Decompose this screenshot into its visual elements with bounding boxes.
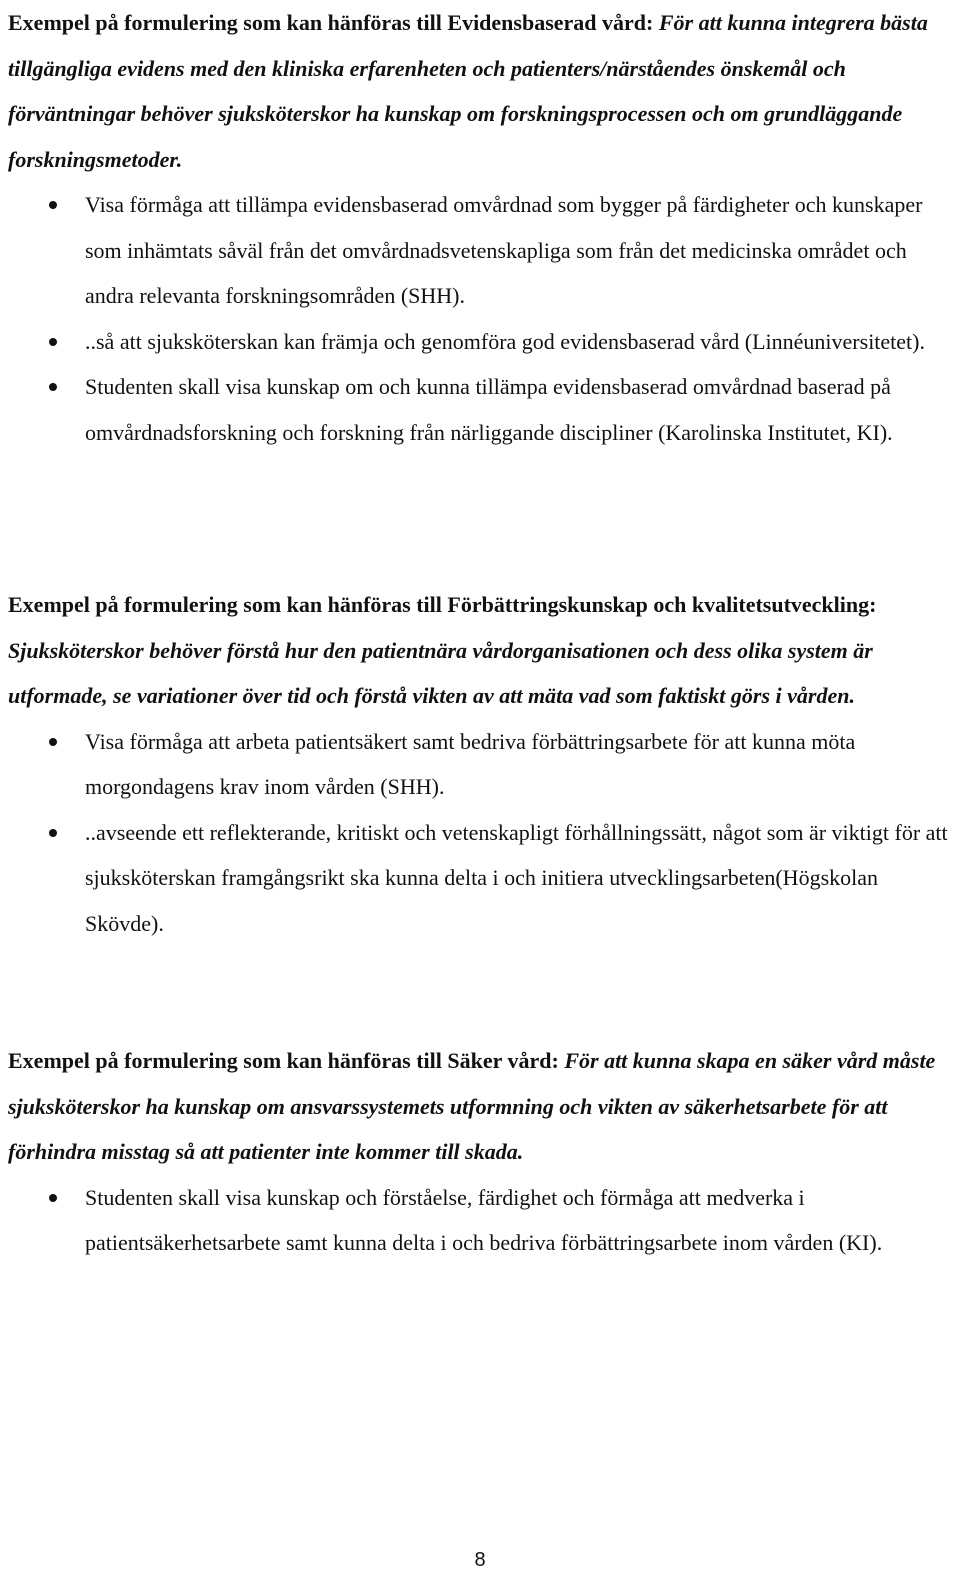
bullet-list [8,1175,952,1266]
list-item [8,364,952,455]
section-heading [8,582,952,719]
heading-emphasis: Sjuksköterskor behöver förstå hur den patientnära vårdorganisationen och dess olika system är utformade, se variationer över tid och förstå vikten av att mäta vad som faktiskt görs i vården. [8,637,873,708]
heading-emphasis: För att kunna integrera bästa tillgängliga evidens med den kliniska erfarenheten och patienters/närståendes önskemål och förväntningar behöver sjuksköterskor ha kunskap om forskningsprocessen och om grundläggande forskningsmetoder. [8,10,928,172]
heading-lead: Exempel på formulering som kan hänföras till Evidensbaserad vård: [8,10,654,35]
section-forbattringskunskap [8,582,952,946]
section-evidensbaserad-vard [8,0,952,455]
list-item-text: Visa förmåga att tillämpa evidensbaserad omvårdnad som bygger på färdigheter och kunskaper som inhämtats såväl från det omvårdnadsvetenskapliga som från det medicinska området och andra relevanta forskningsområden (SHH). [85,192,923,308]
section-heading [8,0,952,182]
section-saker-vard [8,1038,952,1266]
bullet-icon [49,1194,57,1202]
bullet-icon [49,738,57,746]
list-item-text: ..så att sjuksköterskan kan främja och genomföra god evidensbaserad vård (Linnéuniversitetet). [85,328,925,354]
heading-lead: Exempel på formulering som kan hänföras till Förbättringskunskap och kvalitetsutveckling: [8,592,877,617]
list-item [8,1175,952,1266]
bullet-icon [49,338,57,346]
list-item [8,810,952,947]
heading-lead: Exempel på formulering som kan hänföras till Säker vård: [8,1048,559,1073]
list-item-text: Studenten skall visa kunskap om och kunna tillämpa evidensbaserad omvårdnad baserad på omvårdnadsforskning och forskning från närliggande discipliner (Karolinska Institutet, KI). [85,374,893,445]
list-item [8,319,952,365]
list-item [8,719,952,810]
list-item-text: Visa förmåga att arbeta patientsäkert samt bedriva förbättringsarbete för att kunna möta morgondagens krav inom vården (SHH). [85,728,856,799]
list-item-text: Studenten skall visa kunskap och förståelse, färdighet och förmåga att medverka i patientsäkerhetsarbete samt kunna delta i och bedriva förbättringsarbete inom vården (KI). [85,1184,883,1255]
bullet-list [8,182,952,455]
bullet-icon [49,201,57,209]
bullet-list [8,719,952,947]
bullet-icon [49,829,57,837]
list-item-text: ..avseende ett reflekterande, kritiskt och vetenskapligt förhållningssätt, något som är viktigt för att sjuksköterskan framgångsrikt ska kunna delta i och initiera utvecklingsarbeten(Högskolan Skövde). [85,819,948,936]
bullet-icon [49,383,57,391]
section-heading [8,1038,952,1175]
list-item [8,182,952,319]
heading-emphasis: För att kunna skapa en säker vård måste sjuksköterskor ha kunskap om ansvarssystemets utformning och vikten av säkerhetsarbete för att förhindra misstag så att patienter inte kommer till skada. [8,1048,936,1164]
page-number: 8 [474,1549,486,1571]
